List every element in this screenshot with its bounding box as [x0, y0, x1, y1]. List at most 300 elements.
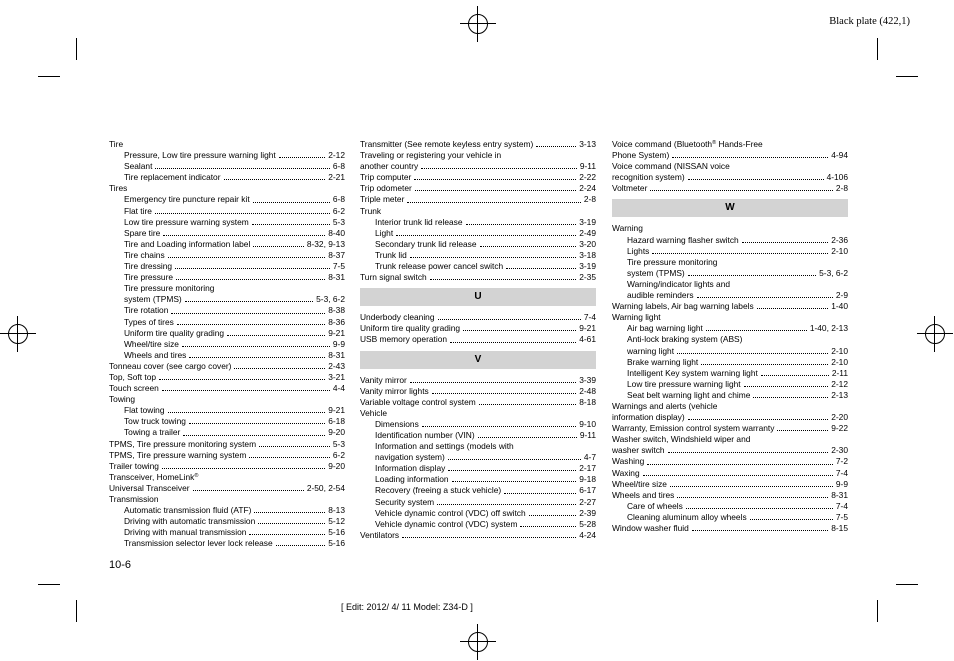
page-reference: 2-48: [579, 385, 596, 396]
entry-text: Wheels and tires: [612, 489, 675, 500]
index-entry: [360, 172, 596, 183]
dot-leader: [253, 239, 303, 247]
entry-text: Information and settings (models with: [375, 441, 514, 452]
entry-text: Vanity mirror: [360, 374, 407, 385]
dot-leader: [448, 452, 581, 460]
index-entry-text: [124, 538, 273, 549]
page-reference: 9-22: [831, 423, 848, 434]
page-reference: 3-19: [579, 261, 596, 272]
entry-text: Spare tire: [124, 227, 161, 238]
dot-leader: [176, 272, 325, 280]
dot-leader: [249, 450, 330, 458]
index-entry: [612, 501, 848, 512]
page-reference: 6-2: [332, 205, 345, 216]
dot-leader: [750, 512, 833, 520]
index-entry-text: [124, 294, 182, 305]
index-entry: [109, 261, 345, 272]
index-entry: [109, 228, 345, 239]
dot-leader: [276, 538, 326, 546]
index-entry: [109, 317, 345, 328]
index-entry-text: [375, 497, 434, 508]
crop-mark: [76, 38, 77, 60]
entry-text: Variable voltage control system: [360, 396, 476, 407]
entry-text: Transmission: [109, 494, 159, 504]
page-reference: 3-21: [328, 371, 345, 382]
page-reference: 8-31: [328, 272, 345, 283]
index-entry-text: [360, 386, 429, 397]
page-reference: 1-40, 2-13: [809, 323, 848, 334]
page-reference: 6-8: [332, 161, 345, 172]
index-entry-text: [109, 483, 190, 494]
index-entry-text: [612, 423, 774, 434]
index-entry: [612, 401, 848, 412]
index-entry-text: [612, 183, 647, 194]
entry-text: Cleaning aluminum alloy wheels: [627, 511, 747, 522]
index-entry-text: [612, 301, 754, 312]
entry-text: Underbody cleaning: [360, 312, 435, 323]
index-entry: [612, 456, 848, 467]
entry-text: Uniform tire quality grading: [124, 327, 225, 338]
index-entry-text: [627, 512, 747, 523]
index-entry-text: [124, 427, 180, 438]
dot-leader: [189, 416, 325, 424]
index-entry: [360, 386, 596, 397]
index-entry: [360, 474, 596, 485]
index-entry: [360, 150, 596, 161]
index-entry: [360, 206, 596, 217]
page-reference: 9-10: [579, 418, 596, 429]
entry-text: Tire pressure: [124, 272, 174, 283]
index-entry-text: [360, 183, 412, 194]
index-entry-text: [109, 183, 127, 194]
index-entry: [360, 272, 596, 283]
index-entry-text: [612, 434, 750, 445]
entry-text: Uniform tire quality grading: [360, 323, 461, 334]
index-entry-text: [109, 461, 159, 472]
index-entry: [109, 505, 345, 516]
dot-leader: [529, 508, 577, 516]
index-entry: [360, 194, 596, 205]
index-entry-text: [109, 494, 159, 505]
index-entry-text: [612, 412, 685, 423]
page-reference: 2-9: [835, 290, 848, 301]
index-entry: [612, 423, 848, 434]
entry-text: Tonneau cover (see cargo cover): [109, 360, 232, 371]
index-entry-text: [627, 268, 685, 279]
index-entry: [360, 452, 596, 463]
registered-mark: ®: [194, 472, 199, 479]
index-entry: [360, 530, 596, 541]
entry-text: Types of tires: [124, 316, 174, 327]
page-reference: 4-7: [583, 452, 596, 463]
entry-text: Seat belt warning light and chime: [627, 389, 751, 400]
page-reference: 7-5: [332, 261, 345, 272]
index-entry: [612, 479, 848, 490]
page-reference: 7-5: [835, 511, 848, 522]
index-entry-text: [375, 239, 477, 250]
entry-text: Flat towing: [124, 405, 165, 416]
index-entry: [109, 283, 345, 294]
index-entry-text: [612, 150, 669, 161]
dot-leader: [253, 194, 330, 202]
entry-text: Identification number (VIN): [375, 429, 475, 440]
page-reference: 2-10: [831, 356, 848, 367]
plate-label: Black plate (422,1): [829, 16, 910, 27]
dot-leader: [415, 183, 576, 191]
index-entry: [360, 397, 596, 408]
dot-leader: [162, 383, 330, 391]
entry-text: Tire: [109, 139, 124, 149]
entry-text: Hazard warning flasher switch: [627, 234, 739, 245]
entry-text: Recovery (freeing a stuck vehicle): [375, 485, 502, 496]
entry-text: warning light: [627, 345, 675, 356]
crop-mark: [38, 584, 60, 585]
page-reference: 2-21: [328, 172, 345, 183]
page-reference: 5-3, 6-2: [316, 294, 345, 305]
entry-text: Information display: [375, 463, 446, 474]
entry-text: Warning/indicator lights and: [627, 278, 731, 289]
dot-leader: [688, 268, 816, 276]
dot-leader: [701, 357, 828, 365]
dot-leader: [520, 519, 576, 527]
index-column-3: [612, 139, 848, 534]
entry-text: system (TPMS): [124, 294, 182, 305]
index-entry-text: [109, 394, 135, 405]
registration-mark-right: [917, 316, 953, 352]
index-entry: [109, 139, 345, 150]
index-entry: [612, 512, 848, 523]
entry-text: Turn signal switch: [360, 272, 427, 283]
entry-text: Tire dressing: [124, 261, 173, 272]
index-column-1: [109, 139, 345, 549]
entry-text: Anti-lock braking system (ABS): [627, 334, 743, 345]
index-entry: [360, 161, 596, 172]
page-reference: 8-13: [328, 505, 345, 516]
index-entry: [612, 357, 848, 368]
index-entry-text: [124, 217, 249, 228]
page-reference: 9-21: [328, 405, 345, 416]
index-entry-text: [124, 194, 250, 205]
dot-leader: [258, 516, 325, 524]
entry-text: Air bag warning light: [627, 323, 703, 334]
section-letter-header: W: [612, 199, 848, 217]
page-reference: 9-11: [579, 429, 596, 440]
index-entry: [109, 383, 345, 394]
dot-leader: [672, 150, 828, 158]
page-reference: 2-49: [579, 227, 596, 238]
index-entry-text: [627, 357, 698, 368]
index-entry: [360, 217, 596, 228]
page-reference: 3-19: [579, 216, 596, 227]
page-reference: 3-20: [579, 238, 596, 249]
dot-leader: [252, 217, 330, 225]
index-entry-text: [612, 456, 644, 467]
entry-text: Trailer towing: [109, 460, 159, 471]
index-entry-text: [375, 485, 501, 496]
entry-text: Warnings and alerts (vehicle: [612, 400, 718, 411]
index-entry-text: [124, 150, 276, 161]
registered-mark: ®: [712, 140, 717, 146]
entry-text: Trip odometer: [360, 183, 412, 194]
page-reference: 5-3: [332, 438, 345, 449]
index-entry-text: [375, 474, 449, 485]
page-number: 10-6: [109, 559, 132, 571]
page-reference: 7-4: [835, 467, 848, 478]
index-entry-text: [375, 519, 517, 530]
entry-text: Intelligent Key system warning light: [627, 367, 758, 378]
entry-text: Top, Soft top: [109, 371, 157, 382]
index-entry-text: [360, 323, 460, 334]
index-entry: [109, 538, 345, 549]
index-entry: [360, 419, 596, 430]
index-entry: [612, 301, 848, 312]
entry-text: Interior trunk lid release: [375, 216, 463, 227]
dot-leader: [185, 294, 313, 302]
entry-text: Care of wheels: [627, 500, 683, 511]
page-reference: 2-8: [583, 194, 596, 205]
index-entry: [109, 194, 345, 205]
index-entry: [612, 346, 848, 357]
page-reference: 5-28: [579, 518, 596, 529]
entry-text: Low tire pressure warning system: [124, 216, 249, 227]
dot-leader: [224, 172, 326, 180]
page-reference: 2-27: [579, 496, 596, 507]
index-entry-text: [612, 468, 640, 479]
index-entry: [109, 483, 345, 494]
entry-text: Voltmeter: [612, 183, 648, 194]
entry-text: Vehicle dynamic control (VDC) off switch: [375, 507, 526, 518]
page-reference: 2-36: [831, 234, 848, 245]
index-entry-text: [360, 530, 399, 541]
dot-leader: [234, 361, 325, 369]
index-entry: [109, 516, 345, 527]
entry-text: Loading information: [375, 474, 449, 485]
entry-text: Sealant: [124, 161, 153, 172]
page-reference: 9-21: [328, 327, 345, 338]
index-entry-text: [124, 317, 174, 328]
entry-text-continued: Hands-Free: [716, 139, 763, 149]
page-reference: 8-31: [831, 489, 848, 500]
crop-mark: [896, 584, 918, 585]
dot-leader: [155, 206, 330, 214]
section-letter-header: V: [360, 351, 596, 369]
dot-leader: [407, 194, 581, 202]
index-entry: [612, 150, 848, 161]
index-entry: [612, 490, 848, 501]
index-entry-text: [124, 516, 255, 527]
entry-text: Washing: [612, 456, 645, 467]
index-entry: [612, 468, 848, 479]
index-entry: [109, 350, 345, 361]
dot-leader: [410, 375, 576, 383]
index-entry: [612, 445, 848, 456]
index-entry-text: [360, 194, 404, 205]
index-entry-text: [360, 334, 447, 345]
index-entry-text: [360, 161, 418, 172]
dot-leader: [450, 334, 576, 342]
index-entry: [360, 250, 596, 261]
page-reference: 2-13: [831, 389, 848, 400]
page-reference: 2-50, 2-54: [306, 482, 345, 493]
page-reference: 8-32, 9-13: [306, 238, 345, 249]
page-reference: 3-13: [579, 139, 596, 149]
index-entry: [612, 235, 848, 246]
dot-leader: [414, 172, 576, 180]
entry-text: Secondary trunk lid release: [375, 238, 477, 249]
entry-text: Low tire pressure warning light: [627, 378, 741, 389]
entry-text: Light: [375, 227, 394, 238]
index-column-2: [360, 139, 596, 541]
index-entry-text: [627, 390, 750, 401]
dot-leader: [171, 305, 325, 313]
dot-leader: [177, 317, 325, 325]
crop-mark: [896, 76, 918, 77]
page-reference: 9-21: [579, 323, 596, 334]
index-entry: [360, 375, 596, 386]
index-entry-text: [124, 261, 172, 272]
page-reference: 4-4: [332, 383, 345, 394]
index-entry: [612, 390, 848, 401]
dot-leader: [452, 474, 577, 482]
page-reference: 8-31: [328, 349, 345, 360]
index-entry: [612, 161, 848, 172]
page-reference: 8-37: [328, 249, 345, 260]
index-entry-text: [124, 405, 165, 416]
page-reference: 2-10: [831, 245, 848, 256]
index-entry-text: [375, 452, 445, 463]
dot-leader: [189, 350, 325, 358]
dot-leader: [463, 323, 576, 331]
index-entry: [109, 494, 345, 505]
page-reference: 7-4: [835, 500, 848, 511]
index-entry: [109, 339, 345, 350]
entry-text: Tire and Loading information label: [124, 238, 251, 249]
dot-leader: [479, 397, 576, 405]
index-entry-text: [360, 375, 407, 386]
index-entry: [612, 183, 848, 194]
entry-text: USB memory operation: [360, 334, 448, 345]
index-entry-text: [627, 257, 717, 268]
index-entry-text: [375, 250, 407, 261]
index-entry: [360, 139, 596, 150]
dot-leader: [163, 228, 325, 236]
index-entry-text: [124, 206, 152, 217]
dot-leader: [650, 183, 833, 191]
entry-text: Driving with manual transmission: [124, 527, 247, 538]
index-entry: [109, 272, 345, 283]
entry-text: Transmission selector lever lock release: [124, 538, 273, 549]
page-reference: 6-17: [579, 485, 596, 496]
dot-leader: [183, 427, 325, 435]
page-reference: 7-2: [835, 456, 848, 467]
entry-text: Washer switch, Windshield wiper and: [612, 434, 751, 445]
page-reference: 9-20: [328, 427, 345, 438]
entry-text: navigation system): [375, 452, 445, 463]
index-entry: [360, 497, 596, 508]
index-entry-text: [612, 401, 717, 412]
entry-text: Emergency tire puncture repair kit: [124, 194, 250, 205]
page-reference: 3-39: [579, 374, 596, 385]
index-entry: [612, 290, 848, 301]
entry-text: Tire chains: [124, 249, 165, 260]
page-reference: 9-9: [835, 478, 848, 489]
index-entry: [360, 323, 596, 334]
page-reference: 2-8: [835, 183, 848, 194]
page-reference: 2-11: [831, 367, 848, 378]
dot-leader: [757, 301, 829, 309]
index-entry-text: [109, 383, 159, 394]
entry-text: Trunk lid: [375, 249, 407, 260]
entry-text: Warranty, Emission control system warranty: [612, 423, 775, 434]
entry-text: Security system: [375, 496, 435, 507]
entry-text: Vehicle: [360, 407, 388, 418]
index-entry-text: [124, 161, 152, 172]
entry-text: Wheel/tire size: [612, 478, 667, 489]
page-reference: 4-24: [579, 529, 596, 540]
index-entry-text: [375, 463, 445, 474]
entry-text: system (TPMS): [627, 267, 685, 278]
dot-leader: [402, 530, 576, 538]
crop-mark: [38, 76, 60, 77]
index-entry-text: [124, 350, 186, 361]
dot-leader: [430, 272, 577, 280]
index-entry-text: [627, 379, 741, 390]
index-entry-text: [124, 172, 221, 183]
dot-leader: [670, 479, 833, 487]
entry-text: Tire pressure monitoring: [124, 283, 215, 294]
index-entry-text: [109, 372, 156, 383]
index-entry: [109, 527, 345, 538]
dot-leader: [422, 419, 576, 427]
entry-text: Traveling or registering your vehicle in: [360, 150, 502, 161]
dot-leader: [193, 483, 304, 491]
page-reference: 8-40: [328, 227, 345, 238]
dot-leader: [227, 328, 325, 336]
page-reference: 2-20: [831, 412, 848, 423]
page-reference: 2-12: [328, 150, 345, 161]
entry-text: Ventilators: [360, 529, 400, 540]
entry-text: TPMS, Tire pressure monitoring system: [109, 438, 257, 449]
entry-text: Warning labels, Air bag warning labels: [612, 301, 754, 312]
entry-text: Touch screen: [109, 383, 159, 394]
entry-text: Driving with automatic transmission: [124, 516, 256, 527]
index-entry: [109, 239, 345, 250]
dot-leader: [168, 250, 326, 258]
index-entry: [109, 294, 345, 305]
entry-text: Waxing: [612, 467, 640, 478]
page-reference: 7-4: [583, 312, 596, 323]
index-entry: [109, 206, 345, 217]
dot-leader: [175, 261, 330, 269]
index-entry: [109, 361, 345, 372]
index-entry: [612, 268, 848, 279]
index-entry-text: [109, 139, 123, 150]
index-entry: [109, 305, 345, 316]
index-entry-text: [627, 279, 730, 290]
index-entry-text: [612, 139, 763, 150]
index-entry-text: [124, 250, 165, 261]
index-entry: [360, 239, 596, 250]
index-entry-text: [612, 490, 674, 501]
index-entry: [612, 412, 848, 423]
index-entry: [109, 250, 345, 261]
dot-leader: [182, 339, 330, 347]
registration-mark-left: [0, 316, 36, 352]
index-entry-text: [612, 312, 661, 323]
index-entry-text: [612, 445, 665, 456]
page-reference: 9-11: [579, 161, 596, 172]
index-entry: [612, 139, 848, 150]
